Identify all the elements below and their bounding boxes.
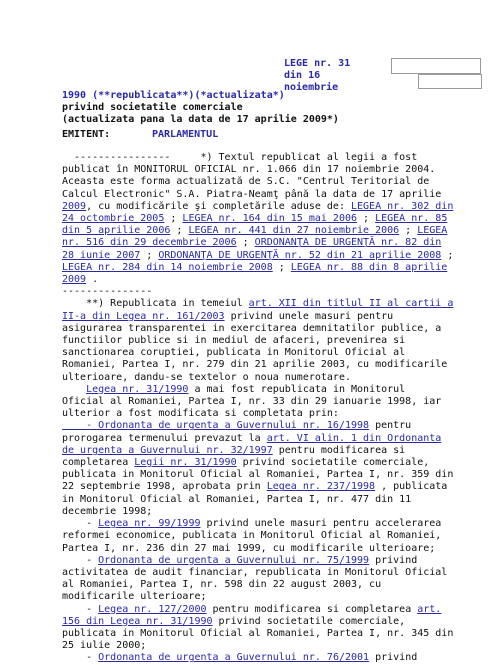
paragraph-text: , cu modificările şi completările aduse de: [86, 200, 351, 212]
paragraph [62, 420, 487, 518]
empty-frame-box-small [418, 74, 482, 89]
law-title-line1: LEGE nr. 31 [284, 58, 351, 69]
legal-reference-link[interactable]: LEGEA nr. 302 din 24 octombrie 2005 [62, 200, 454, 225]
emitent-label: EMITENT: [62, 129, 111, 140]
paragraph-text: ; [399, 225, 418, 237]
legal-reference-link[interactable]: LEGEA nr. 441 din 27 noiembrie 2006 [188, 225, 400, 237]
paragraph [62, 604, 487, 653]
paragraph [62, 298, 487, 383]
law-heading-year: 1990 (**republicata**)(*actualizata*) [62, 90, 285, 101]
paragraph-text: - [62, 554, 99, 566]
legal-reference-link[interactable]: art. XII din titlul II al cartii a II-a din Legea nr. 161/2003 [62, 298, 454, 322]
legal-reference-link[interactable]: LEGEA nr. 164 din 15 mai 2006 [182, 213, 358, 225]
paragraph-text: ; [272, 261, 291, 273]
paragraph-text: pentru modificarea si completarea [62, 444, 406, 469]
paragraph-text: privind societatile comerciale, publicata in Monitorul Oficial al Romaniei, Partea I, nr. 345 din 25 iulie 2000; [62, 615, 454, 652]
paragraph [62, 384, 487, 421]
legal-reference-link[interactable]: Ordonanta de urgenta a Guvernului nr. 76/2001 [98, 652, 370, 664]
paragraph-text: ; [447, 249, 454, 261]
paragraph [62, 152, 487, 298]
paragraph-text: ; [140, 249, 159, 261]
legal-reference-link[interactable]: Legea nr. 237/1998 [266, 481, 376, 493]
paragraph-text: ; [170, 225, 189, 237]
law-title [284, 58, 354, 94]
paragraph-text: privind societatile comerciale, publicata in Monitorul Oficial al Romaniei, Partea I, nr. 359 din 22 septembrie 1998, aprobata prin [62, 457, 454, 493]
legal-reference-link[interactable]: LEGEA nr. 284 din 14 noiembrie 2008 [62, 261, 273, 273]
paragraph-text: . --------------- [62, 274, 153, 298]
legal-reference-link[interactable]: Legea nr. 99/1999 [98, 518, 201, 530]
paragraph-text: privind unele masuri pentru asigurarea transparentei in exercitarea demnitatilor publice, a functiilor publice si in mediul de afaceri, prevenirea si sanctionarea coruptiei, publicata in Monitorul Oficial al Romaniei, Partea I, nr. 279 din 21 aprilie 2003, cu modificarile ulterioare, dandu-se textelor o noua numerotare. [62, 310, 448, 383]
paragraph-text: privind unele masuri pentru accelerarea reformei economice, publicata in Monitorul Oficial al Romaniei, Partea I, nr. 236 din 27 mai 1999, cu modificarile ulterioare; [62, 518, 442, 554]
empty-frame-box [391, 58, 481, 74]
legal-reference-link[interactable]: LEGEA nr. 85 din 5 aprilie 2006 [62, 213, 448, 237]
legal-reference-link[interactable]: art. VI alin. 1 din Ordonanta de urgenta a Guvernului nr. 32/1997 [62, 432, 442, 456]
paragraph [62, 518, 487, 555]
paragraph-text: pentru modificarea si completarea [206, 603, 418, 615]
paragraph-text: , publicata in Monitorul Oficial al Romaniei, Partea I, nr. 477 din 11 decembrie 1998; [62, 481, 448, 517]
legal-reference-link[interactable]: LEGEA nr. 88 din 8 aprilie 2009 [62, 261, 448, 286]
emitent-row [62, 129, 218, 140]
paragraph-text: ; [357, 213, 376, 225]
paragraph [62, 555, 487, 604]
paragraph-text: pentru prorogarea termenului prevazut la [62, 420, 412, 444]
legal-reference-link[interactable]: Legii nr. 31/1990 [134, 457, 237, 469]
document-body [62, 152, 487, 665]
law-heading-update: (actualizata pana la data de 17 aprilie 2009*) [62, 114, 339, 125]
legal-reference-link[interactable]: - Ordonanta de urgenta a Guvernului nr. 16/1998 [62, 420, 370, 432]
law-title-line3: noiembrie [284, 82, 339, 93]
paragraph-text: - [62, 518, 99, 530]
law-heading-subject: privind societatile comerciale [62, 102, 243, 113]
paragraph-text: privind [369, 652, 418, 664]
legal-reference-link[interactable]: ORDONANŢA DE URGENŢĂ nr. 52 din 21 aprilie 2008 [158, 249, 442, 261]
paragraph-text: ; [164, 213, 183, 225]
paragraph-text: **) Republicata in temeiul [62, 298, 249, 310]
paragraph-text: ; [236, 237, 255, 249]
law-title-line2: din 16 [284, 70, 321, 81]
legal-reference-link[interactable]: ORDONANŢA DE URGENŢĂ nr. 82 din 28 iunie 2007 [62, 237, 442, 261]
paragraph-text: ---------------- *) Textul republicat al legii a fost publicat în MONITORUL OFICIAL nr. 1.066 din 17 noiembrie 2004. Aceasta este forma actualizată de S.C. "Centrul Teritorial de Calcul Electronic" S.A. Piatra-Neamţ până la data de 17 aprilie [62, 152, 442, 200]
legal-reference-link[interactable]: Legea nr. 31/1990 [86, 383, 189, 395]
law-heading [62, 90, 482, 126]
legal-reference-link[interactable]: Ordonanta de urgenta a Guvernului nr. 75/1999 [98, 554, 370, 566]
paragraph-text: - [62, 652, 99, 664]
paragraph-text [62, 384, 86, 395]
emitent-value: PARLAMENTUL [152, 129, 219, 140]
legal-reference-link[interactable]: LEGEA nr. 516 din 29 decembrie 2006 [62, 225, 448, 249]
paragraph-text: a mai fost republicata in Monitorul Oficial al Romaniei, Partea I, nr. 33 din 29 ianuarie 1998, iar ulterior a fost modificata si completata prin: [62, 383, 442, 420]
legal-reference-link[interactable]: Legea nr. 127/2000 [98, 603, 207, 615]
legal-reference-link[interactable]: art. 156 din Legea nr. 31/1990 [62, 603, 442, 627]
paragraph-text: - [62, 603, 99, 615]
paragraph-text: privind activitatea de audit financiar, republicata in Monitorul Oficial al Romaniei, Partea I, nr. 598 din 22 august 2003, cu modificarile ulterioare; [62, 554, 448, 603]
paragraph [62, 652, 487, 664]
legal-reference-link[interactable]: 2009 [62, 200, 87, 212]
